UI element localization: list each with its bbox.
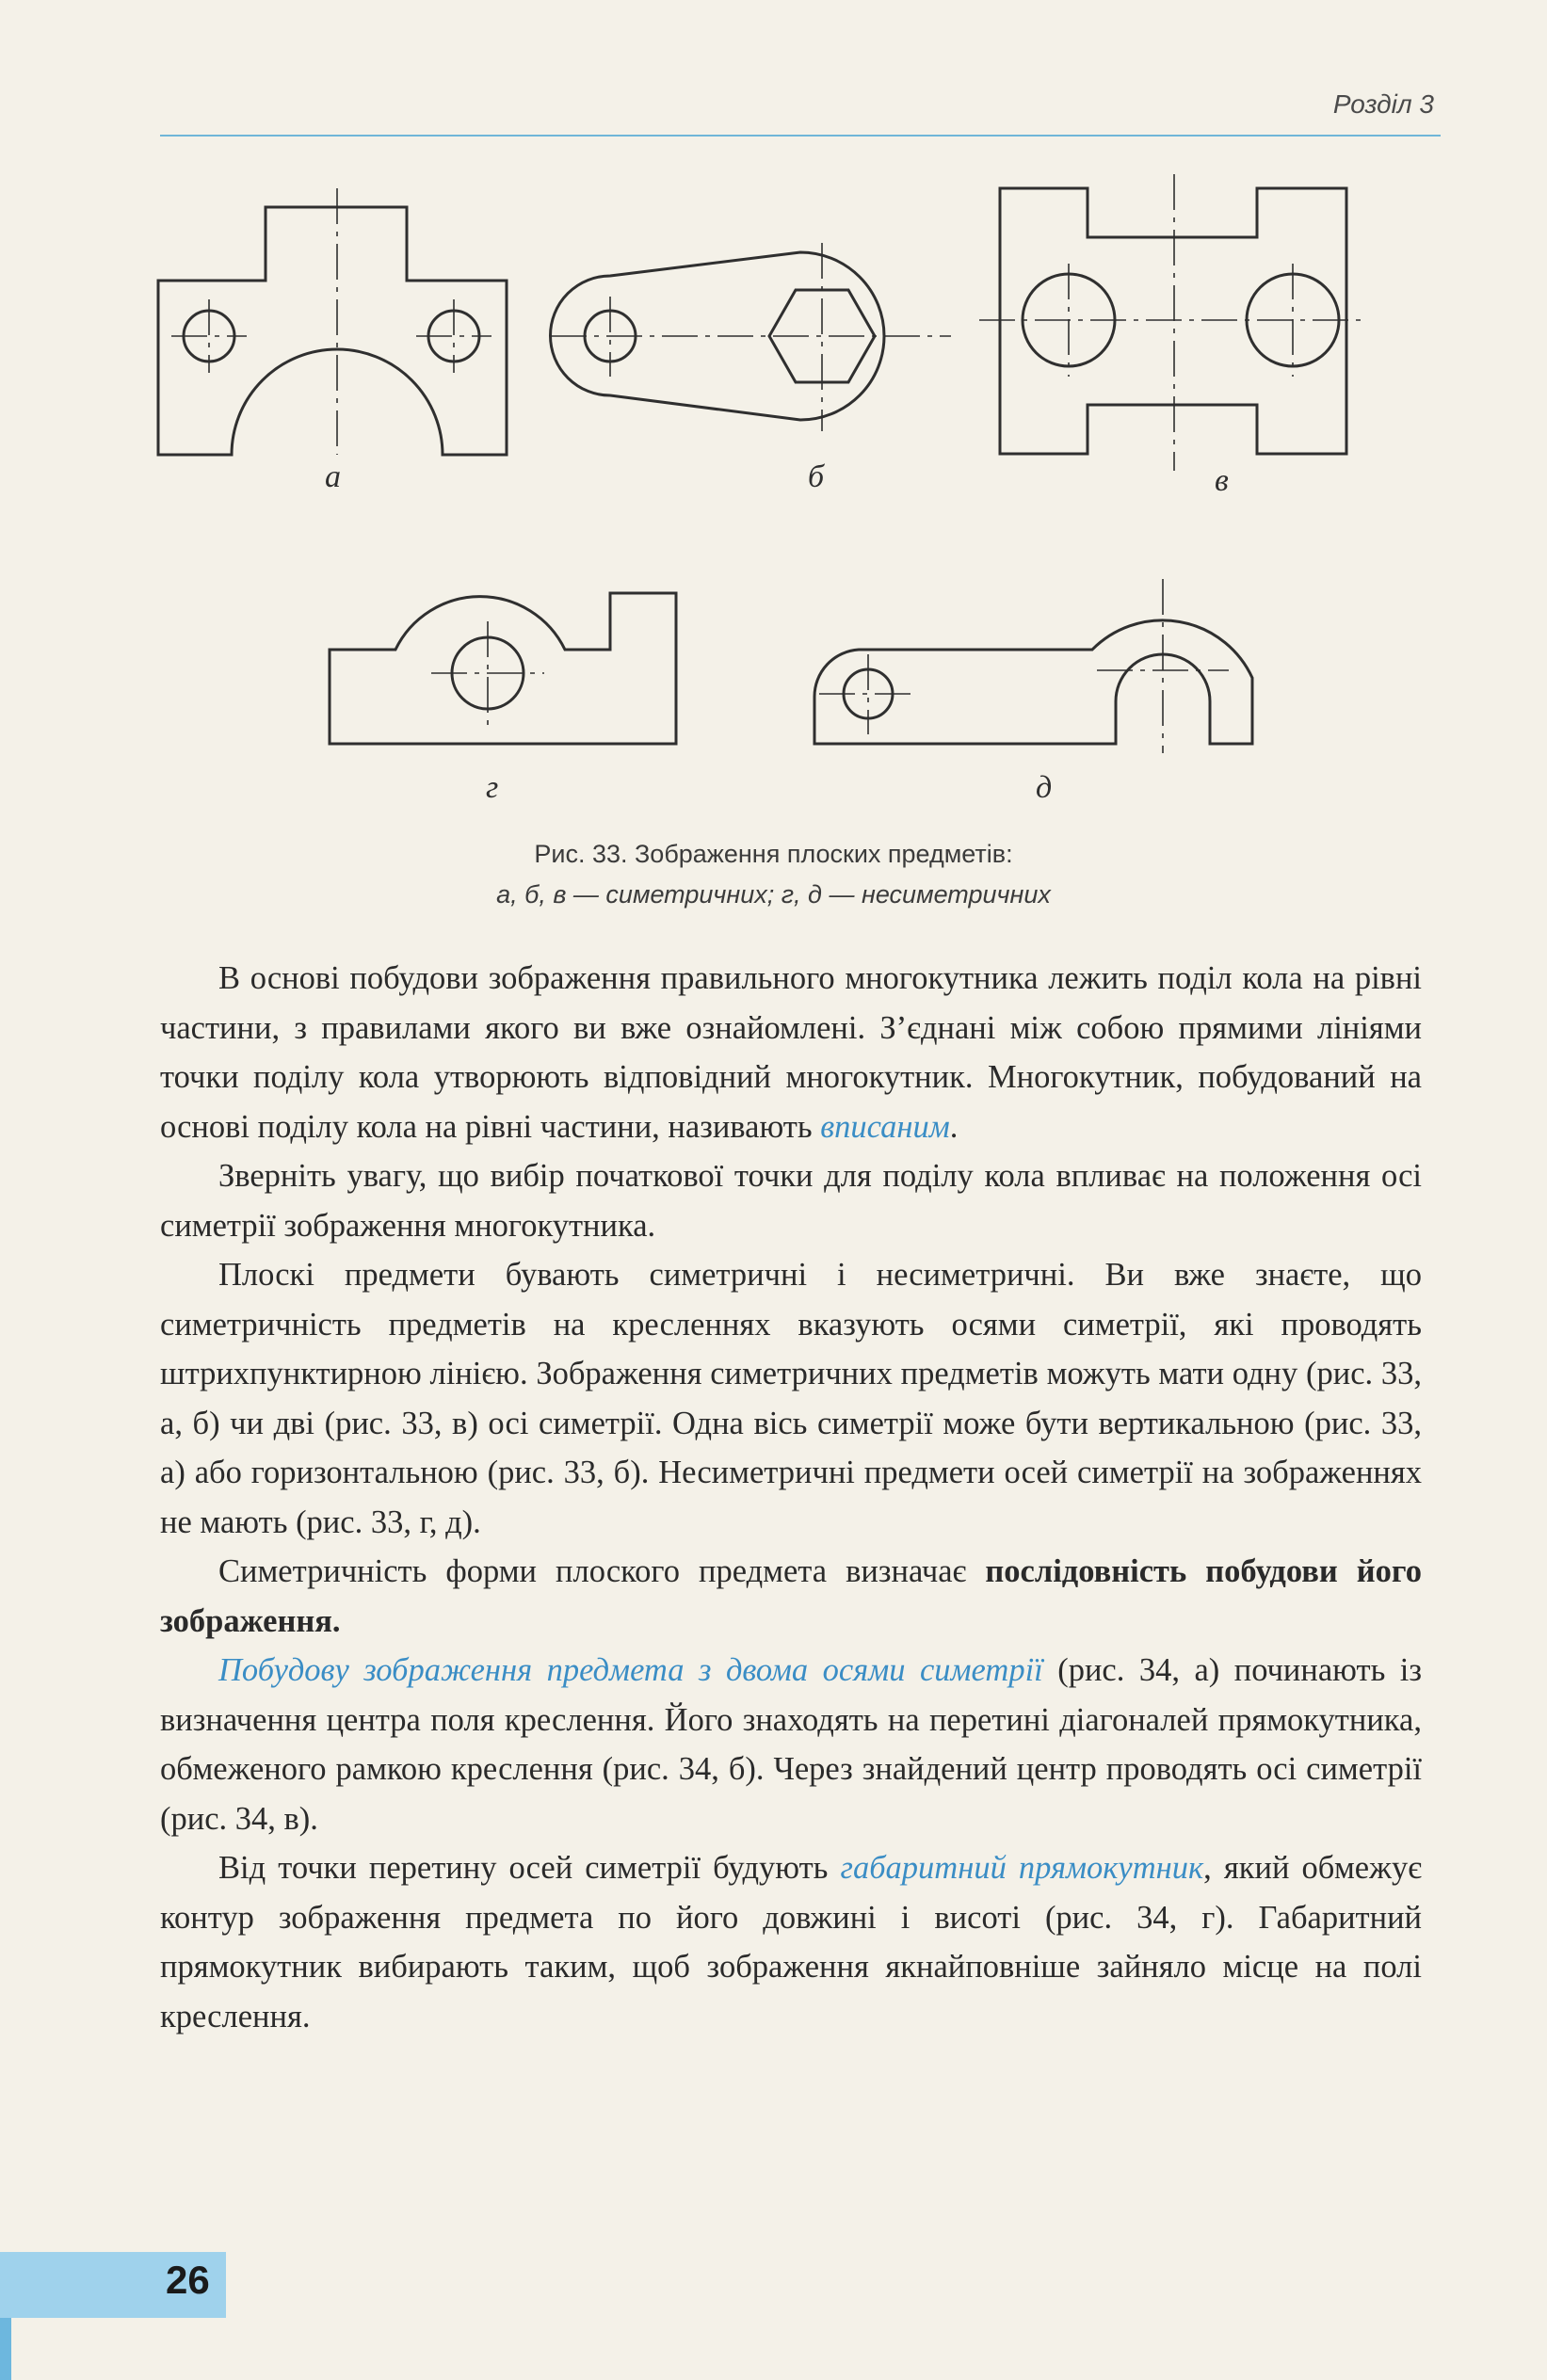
figure-33-drawings [0,0,1547,847]
page-number: 26 [166,2258,210,2302]
bold-phrase: послідовність побудови його зображення. [160,1553,1422,1639]
paragraph: Побудову зображення предмета з двома осями симетрії (рис. 34, а) починають із визначення центра поля креслення. Його знаходять на перетині діагоналей прямокутника, обмеженого рамкою креслення (рис. 34, б). Через знайдений центр проводять осі симетрії (рис. 34, в). [160,1652,1422,1837]
label-d: д [1036,770,1053,805]
label-b: б [808,459,825,494]
label-g: г [486,770,499,805]
term: габаритний прямокутник [840,1850,1204,1886]
figure-caption-subtitle: а, б, в — симетричних; г, д — несиметричних [496,880,1051,909]
running-head: Розділ 3 [1332,89,1434,119]
label-a: а [325,459,341,494]
figure-caption-title: Рис. 33. Зображення плоских предметів: [534,840,1013,868]
term: Побудову зображення предмета з двома осями симетрії [218,1652,1043,1688]
term: вписаним [820,1108,950,1145]
body-text [160,954,1422,2041]
paragraph: Від точки перетину осей симетрії будують габаритний прямокутник, який обмежує контур зображення предмета по його довжині і висоті (рис. 34, г). Габаритний прямокутник вибирають таким, щоб зображення якнайповніше зайняло місце на полі креслення. [160,1850,1423,2034]
label-v: в [1215,463,1229,498]
paragraph: В основі побудови зображення правильного многокутника лежить поділ кола на рівні частини, з правилами якого ви вже ознайомлені. З’єднані між собою прямими лініями точки поділу кола утворюють відповідний многокутник. Многокутник, побудований на основі поділу кола на рівні частини, називають вписаним. [160,960,1422,1145]
paragraph: Зверніть увагу, що вибір початкової точки для поділу кола впливає на положення осі симетрії зображення многокутника. [160,1158,1422,1244]
drawing-b2 [1000,188,1346,454]
paragraph: Плоскі предмети бувають симетричні і несиметричні. Ви вже знаєте, що симетричність предметів на кресленнях вказують осями симетрії, які проводять штрихпунктирною лінією. Зображення симетричних предметів можуть мати одну (рис. 33, а, б) чи дві (рис. 33, в) осі симетрії. Одна вісь симетрії може бути вертикальною (рис. 33, а) або горизонтальною (рис. 33, б). Несиметричні предмети осей симетрії на зображеннях не мають (рис. 33, г, д). [160,1257,1422,1540]
drawing-d [814,620,1252,744]
drawing-g [330,593,676,744]
paragraph: Симетричність форми плоского предмета визначає послідовність побудови його зображення. [160,1553,1422,1639]
